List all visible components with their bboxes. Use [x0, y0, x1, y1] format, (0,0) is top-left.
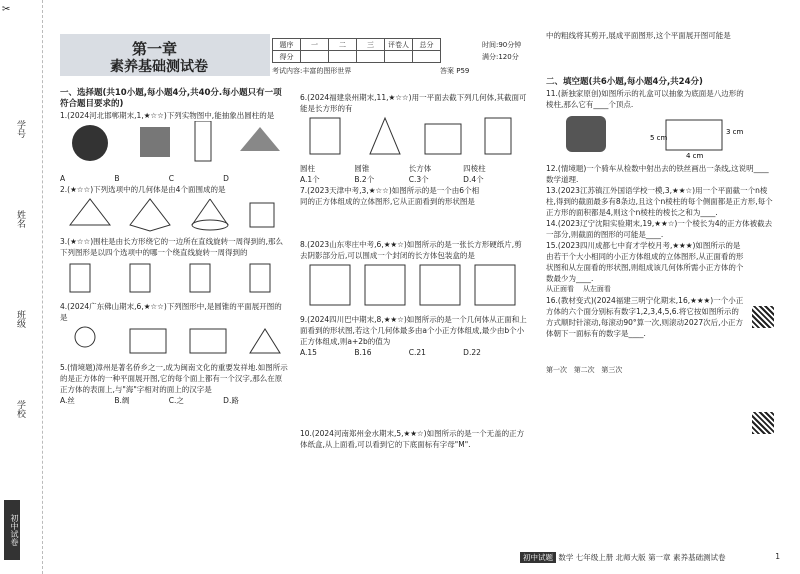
option: B.16	[354, 348, 372, 357]
question-4: 4.(2024广东佛山期末,6,★☆☆)下列图形中,是圆锥的平面展开图的是	[60, 302, 282, 322]
dim-label: 5 cm	[650, 134, 668, 142]
option: A.丝	[60, 396, 75, 405]
page-title: 素养基础测试卷	[110, 59, 208, 75]
question-1: 1.(2024河北邯郸期末,1,★☆☆)下列实物图中,能抽象出圆柱的是	[60, 111, 275, 120]
q1-options	[60, 173, 288, 184]
question-5: 5.(情境题)漳州是著名侨乡之一,成为闽南文化的重要发祥地.如图所示的是正方体的一种平面展开图,它的每个面上都有一个汉字,那么在原正方体的表面上,与"海"字相对的面上的汉字是	[60, 363, 288, 394]
section-2-title: 二、填空题(共6小题,每小题4分,共24分)	[546, 77, 703, 87]
view-label: 从正面看	[546, 285, 574, 293]
roll-label: 第二次	[573, 366, 595, 374]
option: B.2个	[354, 175, 375, 184]
q7-figures	[300, 207, 528, 239]
question-9: 9.(2024四川巴中期末,8,★★☆)如图所示的是一个几何体从正面和上面看到的形状图,若这个几何体最多由a个小正方体组成,最少由b个小正方体组成,则a+2b的值为	[300, 315, 527, 346]
score-cell	[329, 51, 357, 63]
column-2	[300, 92, 528, 450]
question-8: 8.(2023山东枣庄中考,6,★★☆)如图所示的是一张长方形硬纸片,剪去阴影部分后,可以围成一个封闭的长方体包装盒的是	[300, 240, 522, 260]
answer-page: 答案 P59	[440, 67, 470, 75]
scissors-icon: ✂	[2, 4, 11, 15]
option: C.之	[168, 396, 184, 405]
q3-figures	[60, 258, 288, 298]
name-label: 姓名	[15, 210, 25, 228]
dim-label: 4 cm	[686, 152, 704, 160]
q15-labels	[546, 284, 776, 295]
figure-label: 长方体	[408, 164, 432, 173]
content-line: 考试内容:丰富的图形世界	[272, 67, 352, 75]
question-16: 16.(教材变式)(2024福建三明宁化期末,16,★★★)一个小正方体的六个面分别标有数字1,2,3,4,5,6.将它按如图所示的方式顺时针滚动,每滚动90°算一次,则滚动2027次后,小正方体朝下一面标有的数字是____.	[546, 296, 744, 338]
column-1	[60, 88, 288, 406]
q1-figures	[60, 121, 288, 173]
score-cell: 一	[301, 39, 329, 51]
score-cell: 评卷人	[385, 39, 413, 51]
score-cell	[301, 51, 329, 63]
school-label: 学校	[15, 400, 25, 418]
question-12: 12.(情境题)一个骑车从检数中射出去的铁丝画出一条线,这说明____数学道理.	[546, 164, 769, 184]
binding-margin	[0, 0, 43, 574]
option: A.1个	[300, 175, 320, 184]
question-7: 7.(2023天津中考,3,★☆☆)如图所示的是一个由6个相同的正方体组成的立体图形,它从正面看到的形状图是	[300, 186, 480, 206]
q6-options	[300, 174, 528, 185]
option: D.4个	[463, 175, 484, 184]
option: C.21	[408, 348, 426, 357]
option: D	[223, 174, 229, 183]
question-11: 11.(新独家原创)如图所示的礼盒可以抽象为底面是八边形的棱柱,那么它有____个顶点.	[546, 89, 744, 109]
option: B.绸	[114, 396, 130, 405]
score-cell: 总分	[413, 39, 441, 51]
score-table	[272, 38, 441, 63]
score-cell: 题序	[273, 39, 301, 51]
question-2: 2.(★☆☆)下列选项中的几何体是由4个面围成的是	[60, 185, 226, 194]
question-15: 15.(2023四川成都七中育才学校月考,★★★)如图所示的是由若干个大小相同的小正方体组成的立体图形,从正面看的形状图和从左面看的形状图,则组成该几何体所需小正方体的个数最少为____.	[546, 241, 744, 283]
q9-figures	[300, 358, 528, 428]
section-1-title: 一、选择题(共10小题,每小题4分,共40分.每小题只有一项符合题目要求的)	[60, 88, 282, 109]
q6-figures	[300, 114, 528, 160]
option: C.3个	[408, 175, 429, 184]
option: D.22	[463, 348, 481, 357]
option: A	[60, 174, 66, 183]
page-number: 1	[775, 552, 780, 561]
q5-options	[60, 395, 288, 406]
footer-tag: 初中试题	[520, 552, 556, 563]
footer-chapter: 第一章 素养基础测试卷	[648, 553, 726, 562]
time-label: 时间:90分钟	[482, 41, 522, 49]
class-label: 班级	[15, 310, 25, 328]
question-6: 6.(2024福建泉州期末,11,★☆☆)用一平面去截下列几何体,其截面可能是长方形的有	[300, 93, 527, 113]
option: B	[114, 174, 120, 183]
dim-label: 3 cm	[726, 128, 744, 136]
full-score-label: 满分:120分	[482, 53, 519, 61]
view-label: 从左面看	[582, 285, 611, 293]
figure-label: 圆锥	[354, 164, 370, 173]
q1-images	[60, 121, 288, 173]
student-id-label: 学号	[15, 120, 25, 138]
figure-label: 四棱柱	[463, 164, 486, 173]
brand-logo: 初中试卷	[4, 500, 20, 560]
question-14: 14.(2023辽宁沈阳实验期末,19,★★☆)一个棱长为4的正方体被截去一部分,则截面的图形的可能是____.	[546, 219, 773, 239]
qr-code-icon	[752, 412, 774, 434]
question-3: 3.(★☆☆)围柱是由长方形绕它的一边所在直线旋转一周得到的,那么下列图形是以四个选项中的哪一个绕直线旋转一周得到的	[60, 237, 284, 257]
title-banner	[60, 34, 270, 76]
q4-figures	[60, 323, 288, 359]
score-cell	[413, 51, 441, 63]
q6-labels	[300, 163, 528, 174]
qr-code-icon	[752, 306, 774, 328]
q16-labels	[546, 365, 776, 376]
footer	[520, 552, 780, 566]
roll-label: 第一次	[546, 366, 567, 374]
option: A.15	[300, 348, 317, 357]
q11-figures	[546, 110, 776, 160]
chapter-title: 第一章	[132, 40, 178, 58]
q2-figures	[60, 195, 288, 233]
roll-label: 第三次	[601, 366, 623, 374]
score-cell	[357, 51, 385, 63]
score-cell	[385, 51, 413, 63]
option: D.路	[223, 396, 239, 405]
score-cell: 二	[329, 39, 357, 51]
option: C	[168, 174, 175, 183]
question-13: 13.(2023江苏镇江外国语学校一模,3,★★☆)用一个平面截一个n棱柱,得到的截面最多有8条边,且这个n棱柱的每个侧面都是正方形,每个正方形的面积都是4,则这个n棱柱的棱长之和为____.	[546, 186, 773, 217]
q10-continued: 中的粗线将其剪开,展成平面图形,这个平面展开图可能是	[546, 31, 731, 40]
footer-subject: 数学 七年级上册 北师大版	[558, 553, 646, 562]
q8-figures	[300, 261, 528, 311]
question-10: 10.(2024河南郑州金水期末,5,★★☆)如图所示的是一个无盖的正方体纸盒,从上面看,可以看到它的下底面标有字母"M".	[300, 429, 525, 449]
score-cell: 三	[357, 39, 385, 51]
score-cell: 得分	[273, 51, 301, 63]
q10-figures	[546, 41, 776, 77]
column-3	[546, 30, 776, 376]
figure-label: 圆柱	[300, 164, 315, 173]
q9-options	[300, 347, 528, 358]
